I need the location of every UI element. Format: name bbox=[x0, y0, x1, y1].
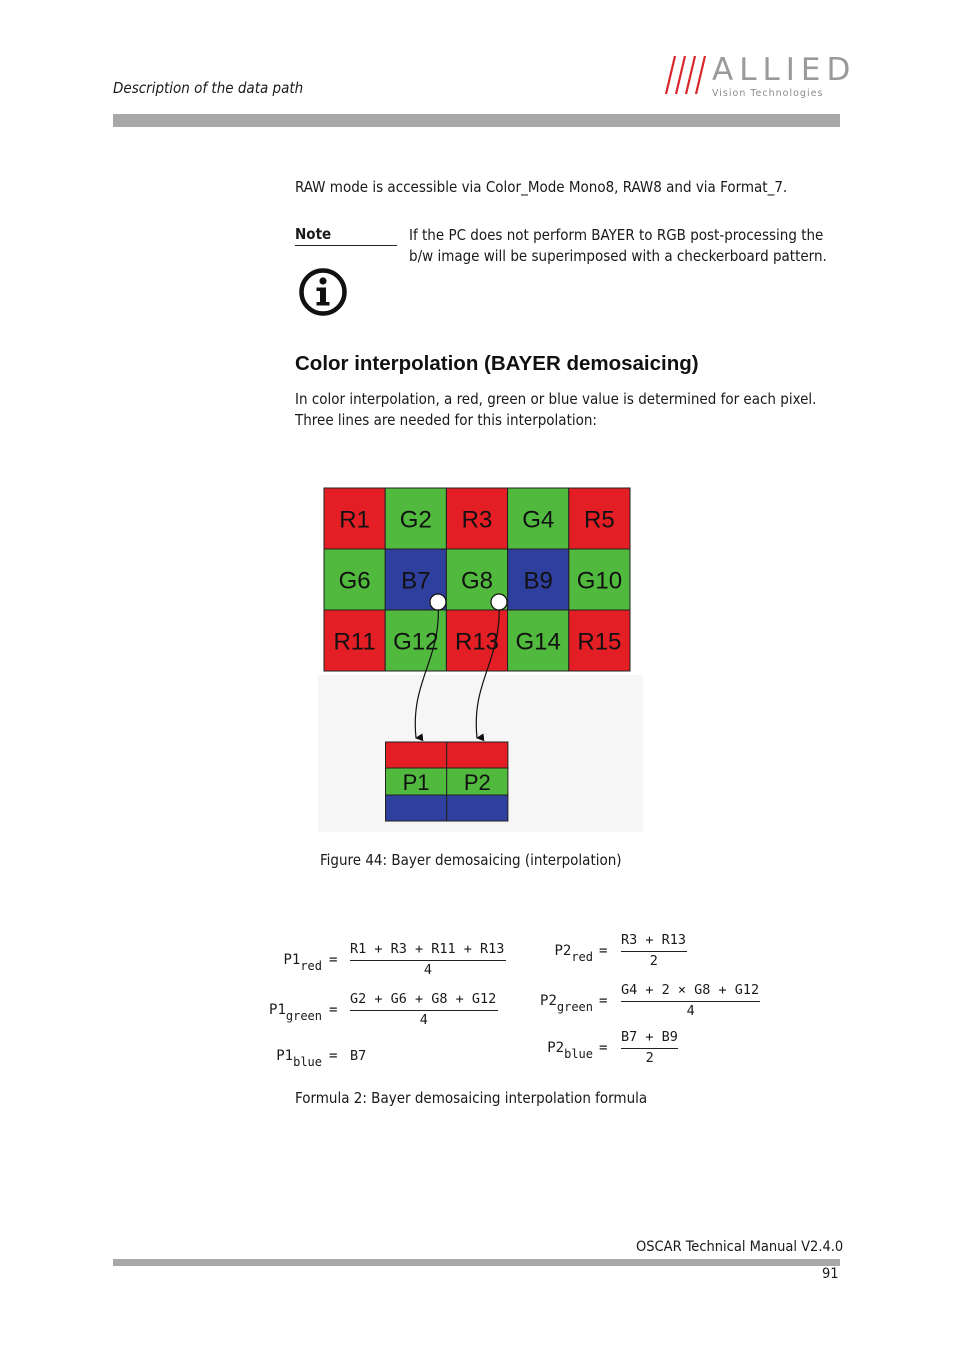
formula-numerator: G4 + 2 × G8 + G12 bbox=[621, 982, 760, 998]
formula-subscript: red bbox=[571, 950, 593, 964]
formula-term: P1red bbox=[283, 952, 322, 973]
formula-subscript: red bbox=[300, 959, 322, 973]
raw-mode-paragraph: RAW mode is accessible via Color_Mode Mono8, RAW8 and via Format_7. bbox=[295, 178, 788, 196]
bayer-cell-label: G12 bbox=[393, 628, 439, 656]
allied-logo bbox=[664, 50, 857, 102]
formula-equals: = bbox=[329, 952, 338, 968]
formula-equals: = bbox=[329, 1002, 338, 1018]
logo-tagline: Vision Technologies bbox=[712, 88, 824, 99]
bayer-cell-label: R3 bbox=[461, 506, 493, 534]
output-pixel-label: P2 bbox=[463, 770, 491, 795]
interpolation-point-2 bbox=[491, 594, 507, 610]
output-p2-red-band bbox=[447, 742, 508, 768]
bayer-cell-label: G8 bbox=[460, 567, 494, 595]
fraction-bar bbox=[350, 960, 506, 961]
formula-equals: = bbox=[599, 993, 608, 1009]
bayer-cell-label: G10 bbox=[576, 567, 623, 595]
bayer-cell-label: G14 bbox=[515, 628, 561, 656]
bayer-cell-label: R1 bbox=[339, 506, 370, 534]
formula-term: P2green bbox=[540, 993, 593, 1014]
bayer-cell-label: G6 bbox=[338, 567, 371, 595]
bayer-cell-label: R13 bbox=[454, 628, 500, 656]
formula-denominator: 2 bbox=[645, 1050, 654, 1066]
manual-title: OSCAR Technical Manual V2.4.0 bbox=[636, 1239, 844, 1255]
output-pixels bbox=[386, 742, 508, 821]
note-label: Note bbox=[295, 225, 397, 246]
output-pixel-label: P1 bbox=[402, 770, 430, 795]
bayer-demosaicing-figure bbox=[318, 480, 643, 832]
logo-slashes-icon bbox=[664, 54, 710, 96]
bayer-cell-label: B7 bbox=[401, 567, 431, 595]
bayer-cell-label: R15 bbox=[577, 628, 622, 656]
section-heading: Color interpolation (BAYER demosaicing) bbox=[295, 352, 699, 375]
formula-subscript: green bbox=[285, 1009, 322, 1023]
info-icon bbox=[298, 267, 348, 317]
formula-value: B7 bbox=[350, 1048, 367, 1064]
formula-caption: Formula 2: Bayer demosaicing interpolation formula bbox=[295, 1089, 648, 1107]
formula-term: P1blue bbox=[276, 1048, 322, 1069]
output-p1-blue-band bbox=[386, 795, 447, 821]
footer-rule bbox=[113, 1259, 840, 1266]
interpolation-formulas bbox=[240, 925, 800, 1075]
figure-caption: Figure 44: Bayer demosaicing (interpolation) bbox=[320, 851, 622, 869]
formula-equals: = bbox=[599, 943, 608, 959]
formula-numerator: G2 + G6 + G8 + G12 bbox=[350, 991, 497, 1007]
formula-term: P2red bbox=[554, 943, 593, 964]
bayer-cell-label: B9 bbox=[523, 567, 553, 595]
formula-term: P1green bbox=[269, 1002, 322, 1023]
logo-wordmark: ALLIED bbox=[712, 52, 857, 88]
fraction-bar bbox=[350, 1010, 498, 1011]
formula-subscript: green bbox=[556, 1000, 593, 1014]
fraction-bar bbox=[621, 1048, 678, 1049]
output-p2-blue-band bbox=[447, 795, 508, 821]
formula-denominator: 4 bbox=[686, 1003, 695, 1019]
bayer-cell-label: G4 bbox=[522, 506, 555, 534]
formula-subscript: blue bbox=[564, 1047, 593, 1061]
header-rule bbox=[113, 114, 840, 127]
fraction-bar bbox=[621, 951, 687, 952]
page-number: 91 bbox=[822, 1266, 839, 1282]
formula-term: P2blue bbox=[547, 1040, 593, 1061]
formula-denominator: 2 bbox=[649, 953, 658, 969]
formula-numerator: R3 + R13 bbox=[621, 932, 687, 948]
formula-subscript: blue bbox=[293, 1055, 322, 1069]
bayer-cell-label: R5 bbox=[584, 506, 615, 534]
bayer-grid bbox=[324, 488, 630, 671]
formula-numerator: R1 + R3 + R11 + R13 bbox=[350, 941, 505, 957]
formula-denominator: 4 bbox=[423, 962, 432, 978]
interpolation-point-1 bbox=[430, 594, 446, 610]
formula-equals: = bbox=[599, 1040, 608, 1056]
formula-denominator: 4 bbox=[419, 1012, 428, 1028]
formula-numerator: B7 + B9 bbox=[621, 1029, 678, 1045]
output-p1-red-band bbox=[386, 742, 447, 768]
bayer-cell-label: R11 bbox=[333, 628, 376, 656]
bayer-cell-label: G2 bbox=[399, 506, 432, 534]
running-header: Description of the data path bbox=[113, 79, 304, 97]
intro-paragraph: In color interpolation, a red, green or blue value is determined for each pixel. Three lines are needed for this interpolation: bbox=[295, 390, 817, 429]
formula-equals: = bbox=[329, 1048, 338, 1064]
fraction-bar bbox=[621, 1001, 760, 1002]
note-text: If the PC does not perform BAYER to RGB post-processing the b/w image will be superimposed with a checkerboard pattern. bbox=[409, 226, 827, 265]
